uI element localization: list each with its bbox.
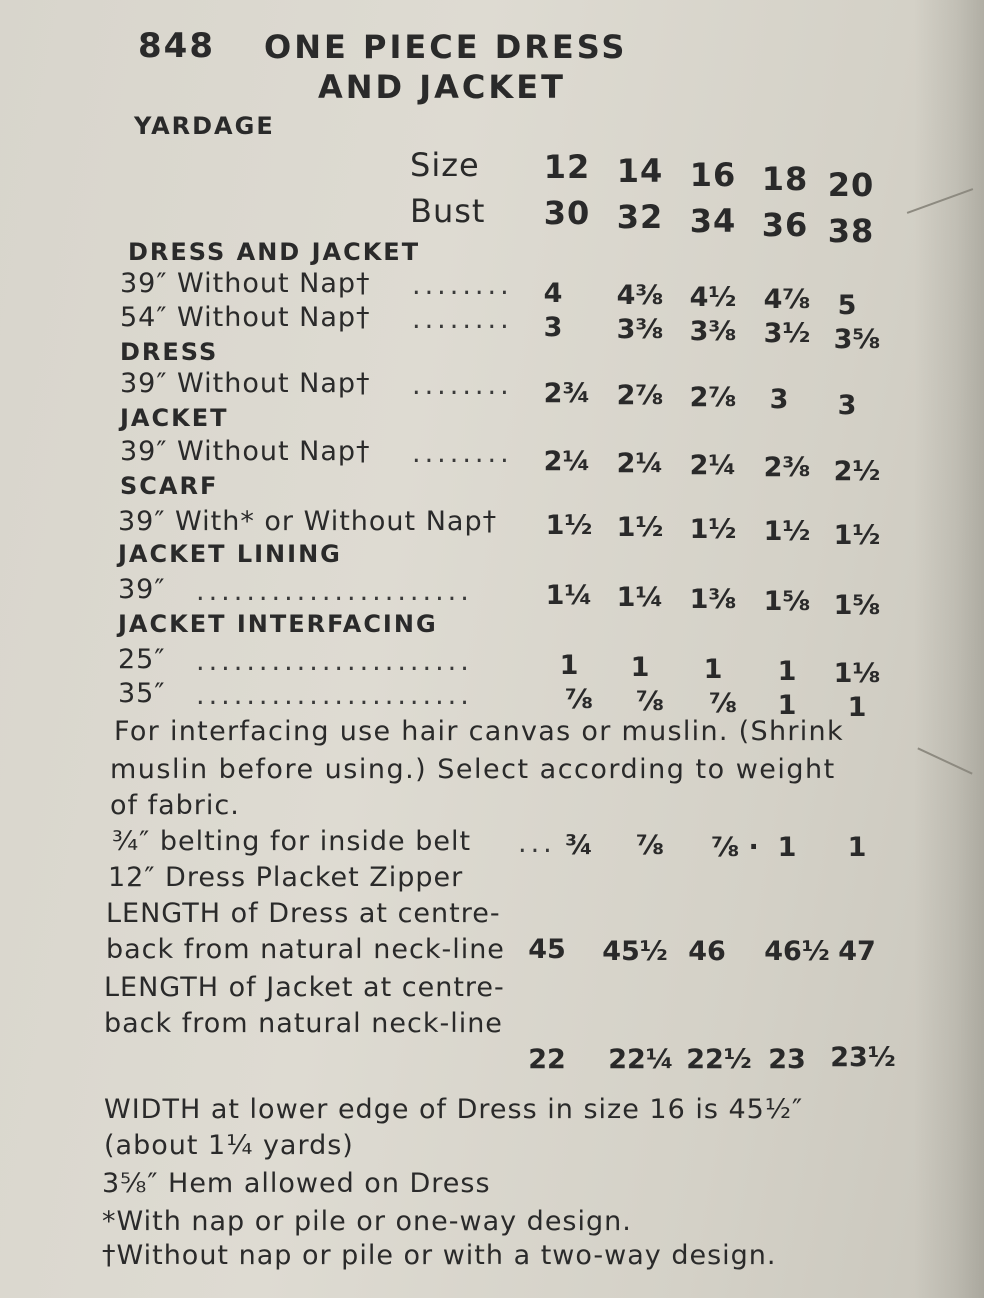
row-value: 3 [837,390,857,421]
row-value: 2½ [833,456,881,487]
row-value: 4½ [689,282,737,313]
footnote-without-nap: †Without nap or pile or with a two-way design. [102,1240,777,1271]
row-value: 1½ [833,520,881,551]
row-label: 54″ Without Nap† [120,302,371,333]
belting-value: 1 [777,832,797,863]
row-value: 1 [777,656,797,687]
belting-value: ¾ [565,830,593,861]
row-label: 39″ [118,574,166,605]
row-value: 1¼ [616,582,664,613]
zipper-note: 12″ Dress Placket Zipper [108,862,464,893]
section-scarf: SCARF [120,472,219,500]
size-18: 18 [761,160,809,198]
section-dress: DRESS [120,338,219,366]
jacket-length-value: 22 [528,1044,566,1075]
jacket-length-value: 23½ [830,1042,896,1073]
row-value: 2¼ [616,448,664,479]
dress-length-value: 46½ [764,936,830,967]
row-value: 1 [559,650,579,681]
row-value: ⅞ [565,684,593,715]
dress-length-value: 47 [838,936,876,967]
row-value: 3½ [763,318,811,349]
hem-note: 3⅝″ Hem allowed on Dress [102,1168,491,1199]
row-value: 2⅞ [689,382,737,413]
dress-length-line1: LENGTH of Dress at centre- [106,898,501,929]
section-jacket: JACKET [120,404,229,432]
section-jacket-interfacing: JACKET INTERFACING [118,610,438,638]
interfacing-note-line2: muslin before using.) Select according to weight [110,754,836,785]
row-label: 39″ Without Nap† [120,368,371,399]
jacket-length-line2: back from natural neck-line [104,1008,503,1039]
size-label: Size [410,146,480,184]
row-label: 39″ Without Nap† [120,268,371,299]
bust-34: 34 [689,202,737,240]
row-value: 1 [777,690,797,721]
pattern-title-line1: ONE PIECE DRESS [264,28,628,66]
belting-value: ⅞ [636,830,664,861]
row-value: 1⅝ [763,586,811,617]
size-20: 20 [827,166,875,204]
row-value: 4⅜ [616,280,664,311]
row-value: 4⅞ [763,284,811,315]
row-value: 3⅝ [833,324,881,355]
yardage-label: YARDAGE [134,112,275,140]
bust-30: 30 [543,194,591,232]
row-value: 3 [769,384,789,415]
width-note-line1: WIDTH at lower edge of Dress in size 16 is 45½″ [104,1094,804,1125]
row-value: 1⅛ [833,658,881,689]
row-value: ⅞ [636,686,664,717]
row-value: 4 [543,278,563,309]
row-leader-dots: ........ [412,270,513,301]
interfacing-note-line3: of fabric. [110,790,240,821]
dress-length-line2: back from natural neck-line [106,934,505,965]
row-leader-dots: ...................... [196,680,473,711]
section-dress-and-jacket: DRESS AND JACKET [128,238,421,266]
paper-edge-shadow [914,0,984,1298]
row-leader-dots: ...................... [196,576,473,607]
row-value: 1½ [545,510,593,541]
width-note-line2: (about 1¼ yards) [104,1130,354,1161]
jacket-length-value: 23 [768,1044,806,1075]
belting-value: 1 [847,832,867,863]
row-leader-dots: ...................... [196,646,473,677]
size-16: 16 [689,156,737,194]
belting-leader-dots: ... [518,828,556,859]
row-value: 1 [847,692,867,723]
row-value: 1½ [689,514,737,545]
row-value: 1 [630,652,650,683]
row-value: 2⅞ [616,380,664,411]
dress-length-value: 45 [528,934,566,965]
bust-32: 32 [616,198,664,236]
jacket-length-value: 22½ [686,1044,752,1075]
jacket-length-line1: LENGTH of Jacket at centre- [104,972,505,1003]
row-value: 3 [543,312,563,343]
row-value: ⅞ [709,688,737,719]
row-leader-dots: ........ [412,304,513,335]
row-value: 1⅜ [689,584,737,615]
pattern-number: 848 [138,26,215,66]
section-jacket-lining: JACKET LINING [118,540,342,568]
bust-38: 38 [827,212,875,250]
dress-length-value: 45½ [602,936,668,967]
row-value: 1⅝ [833,590,881,621]
row-value: 1 [703,654,723,685]
belting-value: ⅞ · [711,832,759,863]
row-leader-dots: ........ [412,438,513,469]
row-value: 2¾ [543,378,591,409]
row-value: 2⅜ [763,452,811,483]
footnote-with-nap: *With nap or pile or one-way design. [102,1206,632,1237]
interfacing-note-line1: For interfacing use hair canvas or muslin. (Shrink [114,716,844,747]
row-label: 39″ With* or Without Nap† [118,506,498,537]
pattern-title-line2: AND JACKET [318,68,566,106]
dress-length-value: 46 [688,936,726,967]
row-value: 2¼ [543,446,591,477]
belting-label: ¾″ belting for inside belt [112,826,472,857]
size-12: 12 [543,148,591,186]
row-value: 1½ [763,516,811,547]
jacket-length-value: 22¼ [608,1044,674,1075]
bust-label: Bust [410,192,486,230]
row-value: 1¼ [545,580,593,611]
row-value: 3⅜ [616,314,664,345]
row-label: 35″ [118,678,166,709]
row-leader-dots: ........ [412,370,513,401]
bust-36: 36 [761,206,809,244]
size-14: 14 [616,152,664,190]
row-value: 1½ [616,512,664,543]
row-value: 3⅜ [689,316,737,347]
row-value: 5 [837,290,857,321]
row-label: 39″ Without Nap† [120,436,371,467]
row-label: 25″ [118,644,166,675]
row-value: 2¼ [689,450,737,481]
